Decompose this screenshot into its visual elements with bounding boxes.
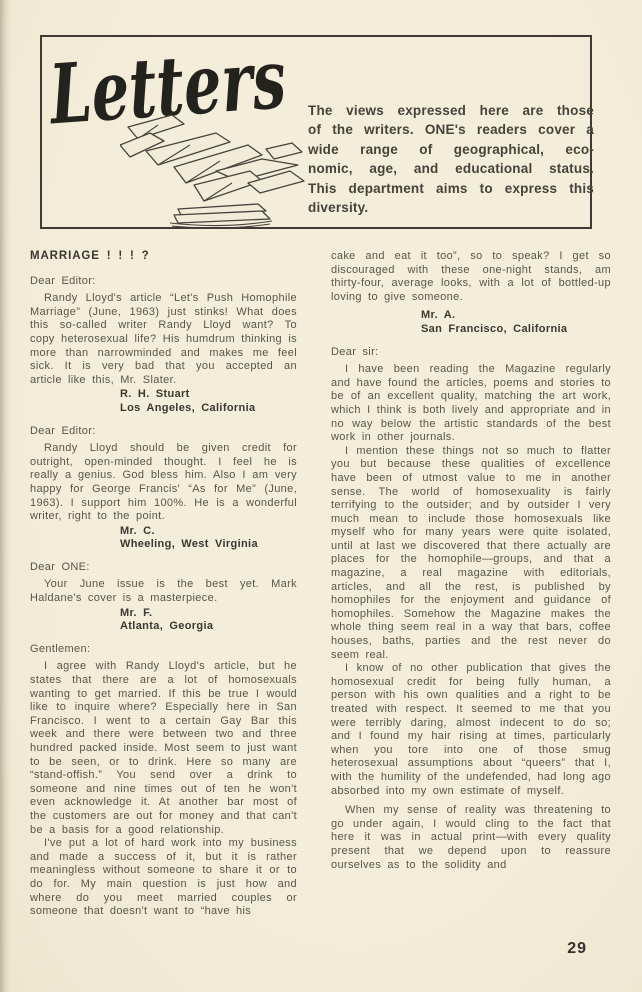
- signature-place: San Francisco, California: [421, 322, 568, 335]
- salutation: Dear Editor:: [30, 274, 96, 287]
- salutation: Dear Editor:: [30, 424, 96, 437]
- header-intro-line: diversity.: [308, 200, 369, 216]
- salutation: Gentlemen:: [30, 642, 91, 655]
- page-left-edge-shadow: [0, 0, 11, 992]
- letter-paragraph: Randy Lloyd should be given credit for outright, open-minded thought. I feel he is really a genius. God bless him. Also I am very happy for George Francis' “As for Me” (June, 1963). I support him 100%. He is a wonderful writer, right to the point.: [30, 442, 297, 523]
- salutation: Dear sir:: [331, 345, 379, 358]
- page-number: 29: [567, 940, 587, 957]
- signature-name: R. H. Stuart: [120, 388, 190, 401]
- signature: [120, 388, 297, 415]
- header-intro-line: This department aims to express this: [308, 180, 594, 196]
- signature: [120, 607, 297, 634]
- signature-name: Mr. F.: [120, 606, 153, 619]
- section-heading-marriage: MARRIAGE ! ! ! ?: [30, 250, 150, 262]
- letter-paragraph: I have been reading the Magazine regularly and have found the articles, poems and stories to be of an excellent quality, matching the art work, which I think is both lively and appropriate and in no way below the artistic standards of the best work in other journals.: [331, 363, 611, 444]
- letter-paragraph-continued: cake and eat it too”, so to speak? I get so discouraged with these one-night stands, am thirty-four, average looks, with a lot of bottled-up loving to give someone.: [331, 250, 611, 303]
- letter-paragraph: I know of no other publication that gives the homosexual credit for being fully human, a person with his own qualities and a right to be treated with respect. It seemed to me that you were terribly daring, almost indecent to do so; and I found my hair rising at times, particularly when you tore into one of those smug heterosexual assumptions about “queers” that I, with the humility of the undefended, had long ago absorbed into my own estimate of myself.: [331, 662, 611, 797]
- left-column: [30, 250, 297, 919]
- envelopes-illustration-icon: [120, 111, 335, 227]
- header-intro-line: The views expressed here are those: [308, 103, 594, 118]
- signature-name: Mr. C.: [120, 524, 155, 537]
- header-intro-line: wide range of geographical, eco-: [308, 141, 594, 157]
- header-intro-line: of the writers. ONE's readers cover a: [308, 122, 594, 138]
- signature-place: Wheeling, West Virginia: [120, 538, 258, 551]
- letter-paragraph: Your June issue is the best yet. Mark Haldane's cover is a masterpiece.: [30, 578, 297, 605]
- letter-paragraph: I mention these things not so much to flatter you but because these qualities of excellence have been of utmost value to me in another sense. The world of homosexuality is fairly terrifying to the outsider; and by outsider I very much mean to include those homosexuals like myself who for many years were quite isolated, until at last we discovered that there actually are places for the homophile—groups, and that a magazine, a real magazine with editorials, articles, and all the rest, is published by homophiles for the enjoyment and guidance of homophiles. Somehow the Magazine makes the whole thing seem real in a way that bars, coffee houses, baths, parties and the rest never do seem real.: [331, 444, 611, 661]
- signature-name: Mr. A.: [421, 309, 456, 322]
- signature-place: Los Angeles, California: [120, 401, 256, 414]
- signature: [421, 309, 611, 336]
- header-intro: [308, 101, 594, 217]
- signature-place: Atlanta, Georgia: [120, 620, 214, 633]
- letter-paragraph: I've put a lot of hard work into my business and made a success of it, but it is rather meaningless without someone to share it or to do for. My main question is just how and where do you meet married couples or someone that doesn't want to “have his: [30, 837, 297, 918]
- letters-title-text: Letters: [46, 24, 380, 144]
- right-column: [331, 250, 611, 872]
- letter-paragraph: Randy Lloyd's article “Let's Push Homophile Marriage” (June, 1963) just stinks! What does this so-called writer Randy Lloyd want? To copy heterosexual life? His humdrum thinking is more than narrowminded and makes me feel sick. It is very bad that you accepted an article like this, Mr. Slater.: [30, 292, 297, 386]
- letter-paragraph: I agree with Randy Lloyd's article, but he states that there are a lot of homosexuals wanting to get married. If this be true I would like to inquire where? Especially here in San Francisco. I went to a certain Gay Bar this week and there were between two and three hundred packed inside. Most seem to just want to be seen, or to drink. Here so many are “stand-offish.” You send over a drink to someone and nine times out of ten he won't even acknowledge it. At another bar most of the customers are out for money and that can't be a basis for a good relationship.: [30, 660, 297, 836]
- salutation: Dear ONE:: [30, 560, 90, 573]
- header-intro-line: nomic, age, and educational status.: [308, 161, 594, 177]
- letter-paragraph: When my sense of reality was threatening to go under again, I would cling to the fact that here it was in actual print—with every quality present that we depend upon to reassure ourselves as to the solidity and: [331, 804, 611, 871]
- letters-header-box: [40, 24, 594, 229]
- signature: [120, 525, 297, 552]
